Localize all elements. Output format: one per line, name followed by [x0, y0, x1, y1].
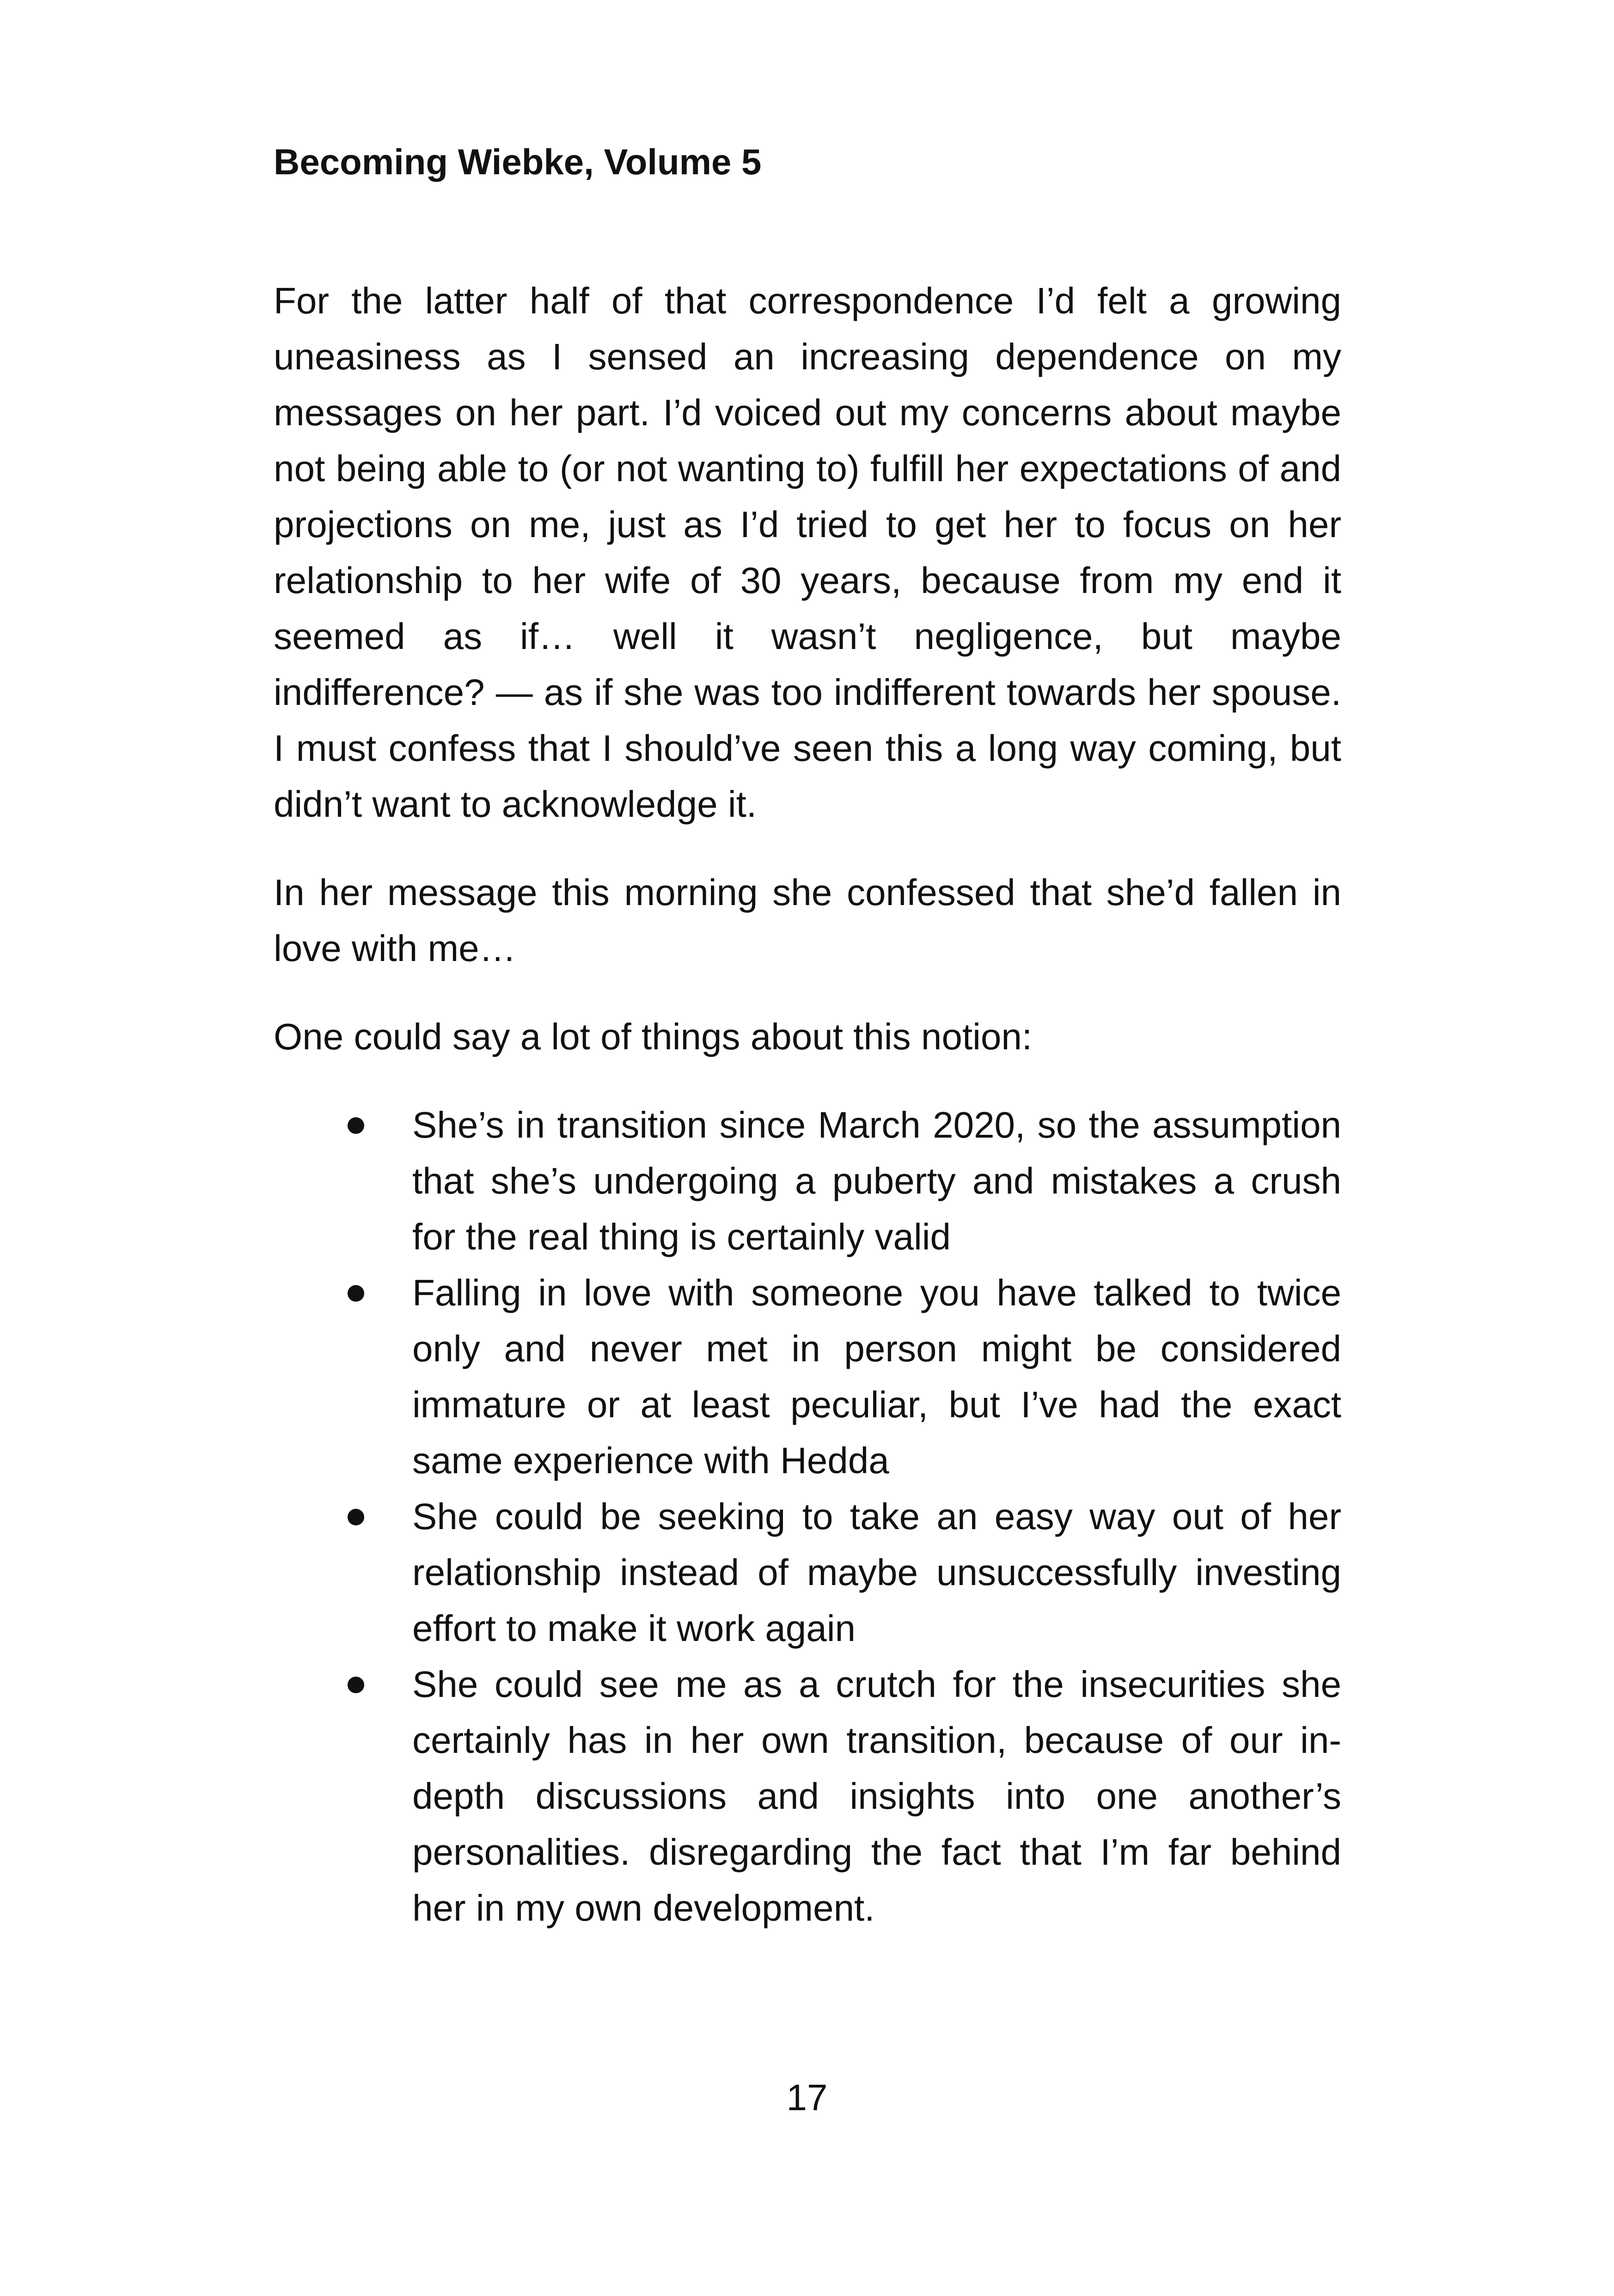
- bullet-icon: [348, 1117, 364, 1134]
- list-item: [274, 1097, 1341, 1265]
- list-item: [274, 1265, 1341, 1488]
- paragraph: One could say a lot of things about this notion:: [274, 1016, 1033, 1057]
- page-number: 17: [786, 2077, 828, 2118]
- paragraph: In her message this morning she confessed that she’d fallen in love with me…: [274, 872, 1341, 969]
- paragraph: For the latter half of that correspondence I’d felt a growing uneasiness as I sensed an increasing dependence on my messages on her part. I’d voiced out my concerns about maybe not being able to (or not wanting to) fulfill her expectations of and projections on me, just as I’d tried to get her to focus on her relationship to her wife of 30 years, because from my end it seemed as if… well it wasn’t negligence, but maybe indifference? — as if she was too indifferent towards her spouse. I must confess that I should’ve seen this a long way coming, but didn’t want to acknowledge it.: [274, 280, 1341, 825]
- bullet-list: [274, 1097, 1341, 1936]
- list-item-text: She could be seeking to take an easy way out of her relationship instead of maybe unsuccessfully investing effort to make it work again: [412, 1496, 1341, 1649]
- list-item: [274, 1656, 1341, 1936]
- list-item-text: Falling in love with someone you have talked to twice only and never met in person might be considered immature or at least peculiar, but I’ve had the exact same experience with Hedda: [412, 1272, 1341, 1481]
- bullet-icon: [348, 1509, 364, 1525]
- bullet-icon: [348, 1285, 364, 1302]
- running-header: Becoming Wiebke, Volume 5: [274, 141, 762, 182]
- list-item: [274, 1488, 1341, 1656]
- list-item-text: She’s in transition since March 2020, so the assumption that she’s undergoing a puberty and mistakes a crush for the real thing is certainly valid: [412, 1104, 1341, 1257]
- body-text: [274, 273, 1341, 1936]
- list-item-text: She could see me as a crutch for the insecurities she certainly has in her own transition, because of our in-depth discussions and insights into one another’s personalities. disregarding the fact that I’m far behind her in my own development.: [412, 1664, 1341, 1929]
- bullet-icon: [348, 1677, 364, 1693]
